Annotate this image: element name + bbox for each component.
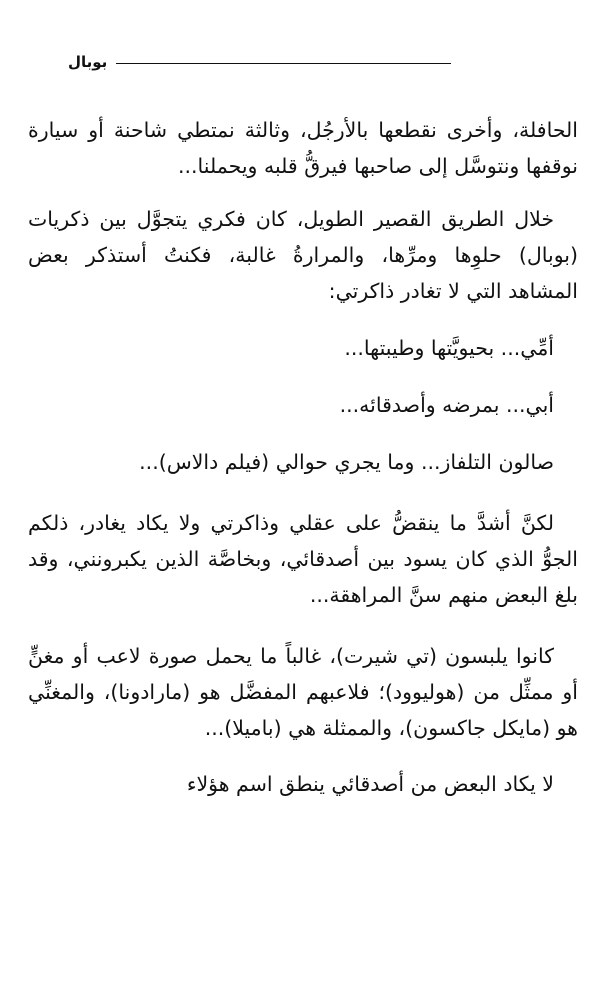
header-rule — [116, 63, 451, 64]
paragraph: كانوا يلبسون (تي شيرت)، غالباً ما يحمل صورة لاعب أو مغنٍّ أو ممثِّل من (هوليوود)؛ فلاعبهم المفضَّل هو (مارادونا)، والمغنِّي هو (مايكل جاكسون)، والممثلة هي (باميلا)... — [28, 644, 578, 740]
paragraph: الحافلة، وأخرى نقطعها بالأرجُل، وثالثة نمتطي شاحنة أو سيارة نوقفها ونتوسَّل إلى صاحبها فيرقُّ قلبه ويحملنا... — [28, 118, 578, 178]
paragraph: أبي... بمرضه وأصدقائه... — [339, 393, 554, 417]
paragraph: لا يكاد البعض من أصدقائي ينطق اسم هؤلاء — [186, 772, 554, 796]
page-body — [28, 112, 578, 802]
paragraph: أمِّي... بحيويَّتها وطيبتها... — [344, 336, 554, 360]
running-header-title: بوبال — [68, 53, 108, 71]
running-header — [68, 50, 451, 76]
paragraph: لكنَّ أشدَّ ما ينقضُّ على عقلي وذاكرتي ولا يكاد يغادر، ذلكم الجوُّ الذي كان يسود بين أصدقائي، وبخاصَّة الذين يكبرونني، وقد بلغ البعض منهم سنَّ المراهقة... — [28, 511, 578, 607]
paragraph: صالون التلفاز... وما يجري حوالي (فيلم دالاس)... — [139, 450, 554, 474]
paragraph: خلال الطريق القصير الطويل، كان فكري يتجوَّل بين ذكريات (بوبال) حلوِها ومرِّها، والمرارةُ غالبة، فكنتُ أستذكر بعض المشاهد التي لا تغادر ذاكرتي: — [28, 207, 578, 303]
